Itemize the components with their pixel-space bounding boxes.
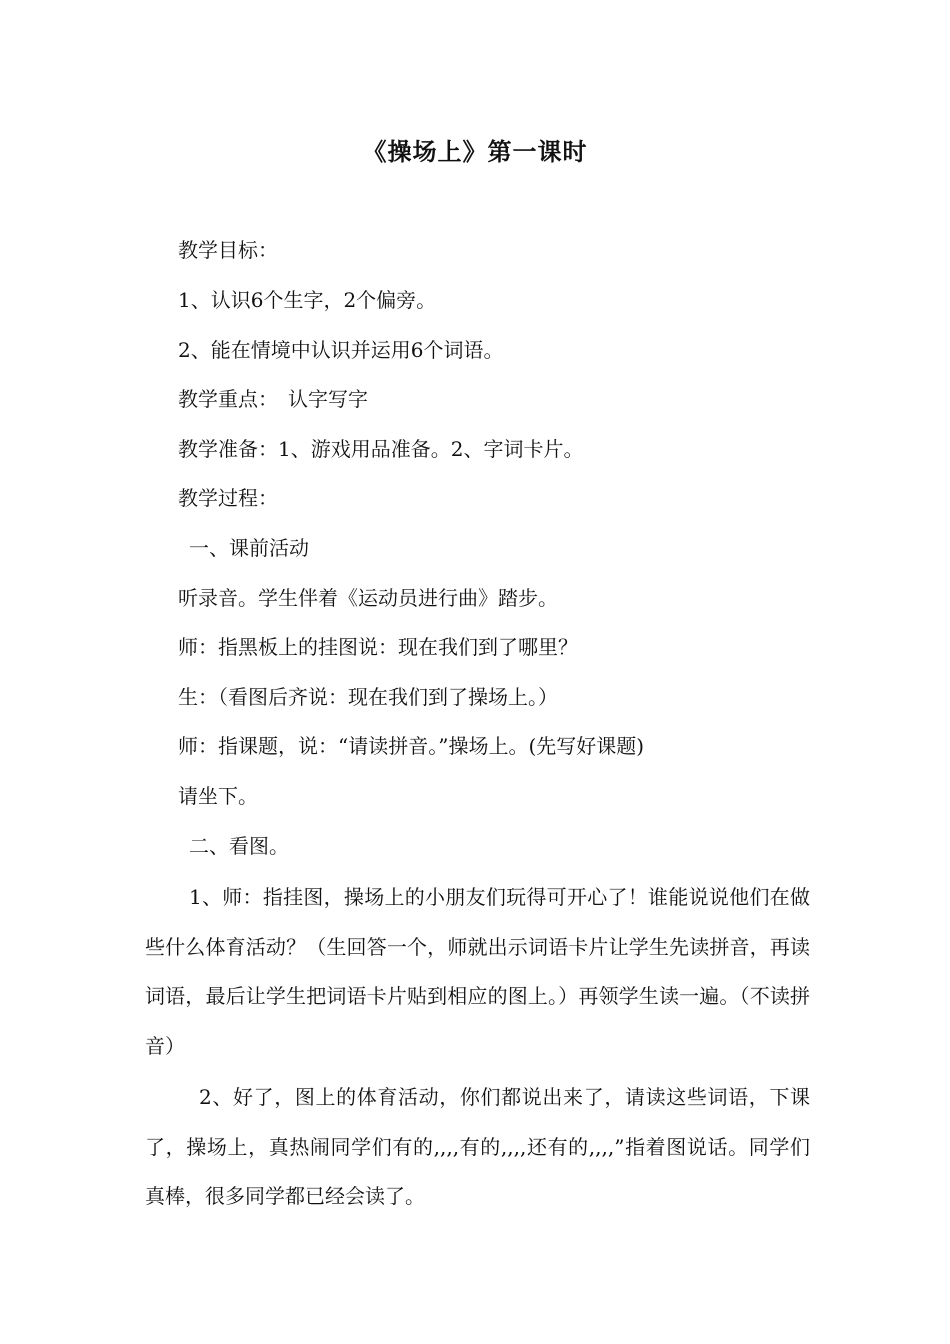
paragraph-2: 2、好了，图上的体育活动，你们都说出来了，请读这些词语，下课了，操场上，真热闹同学们有的,,,,有的,,,,还有的,,,,”指着图说话。同学们真棒，很多同学都已经会读了。 <box>145 1085 810 1208</box>
process-line-student: 生：（看图后齐说：现在我们到了操场上。） <box>178 685 558 709</box>
teaching-preparation: 教学准备：1、游戏用品准备。2、字词卡片。 <box>178 437 584 461</box>
document-title: 《操场上》第一课时 <box>362 138 588 166</box>
teaching-goals-heading: 教学目标： <box>178 238 278 262</box>
process-line-listen: 听录音。学生伴着《运动员进行曲》踏步。 <box>178 586 558 610</box>
section-heading-2: 二、看图。 <box>189 834 289 858</box>
process-line-teacher-1: 师：指黑板上的挂图说：现在我们到了哪里？ <box>178 635 578 659</box>
process-line-teacher-2: 师：指课题，说：“请读拼音。”操场上。(先写好课题) <box>178 734 645 758</box>
goal-item-1: 1、认识6个生字，2个偏旁。 <box>178 288 437 312</box>
section-heading-1: 一、课前活动 <box>189 536 309 560</box>
goal-item-2: 2、能在情境中认识并运用6个词语。 <box>178 338 504 362</box>
paragraph-1: 1、师：指挂图，操场上的小朋友们玩得可开心了！谁能说说他们在做些什么体育活动？（生回答一个，师就出示词语卡片让学生先读拼音，再读词语，最后让学生把词语卡片贴到相应的图上。）再领学生读一遍。（不读拼音） <box>145 885 810 1058</box>
teaching-focus: 教学重点： 认字写字 <box>178 387 368 411</box>
teaching-process-heading: 教学过程： <box>178 486 278 510</box>
process-line-sit-down: 请坐下。 <box>178 784 258 808</box>
